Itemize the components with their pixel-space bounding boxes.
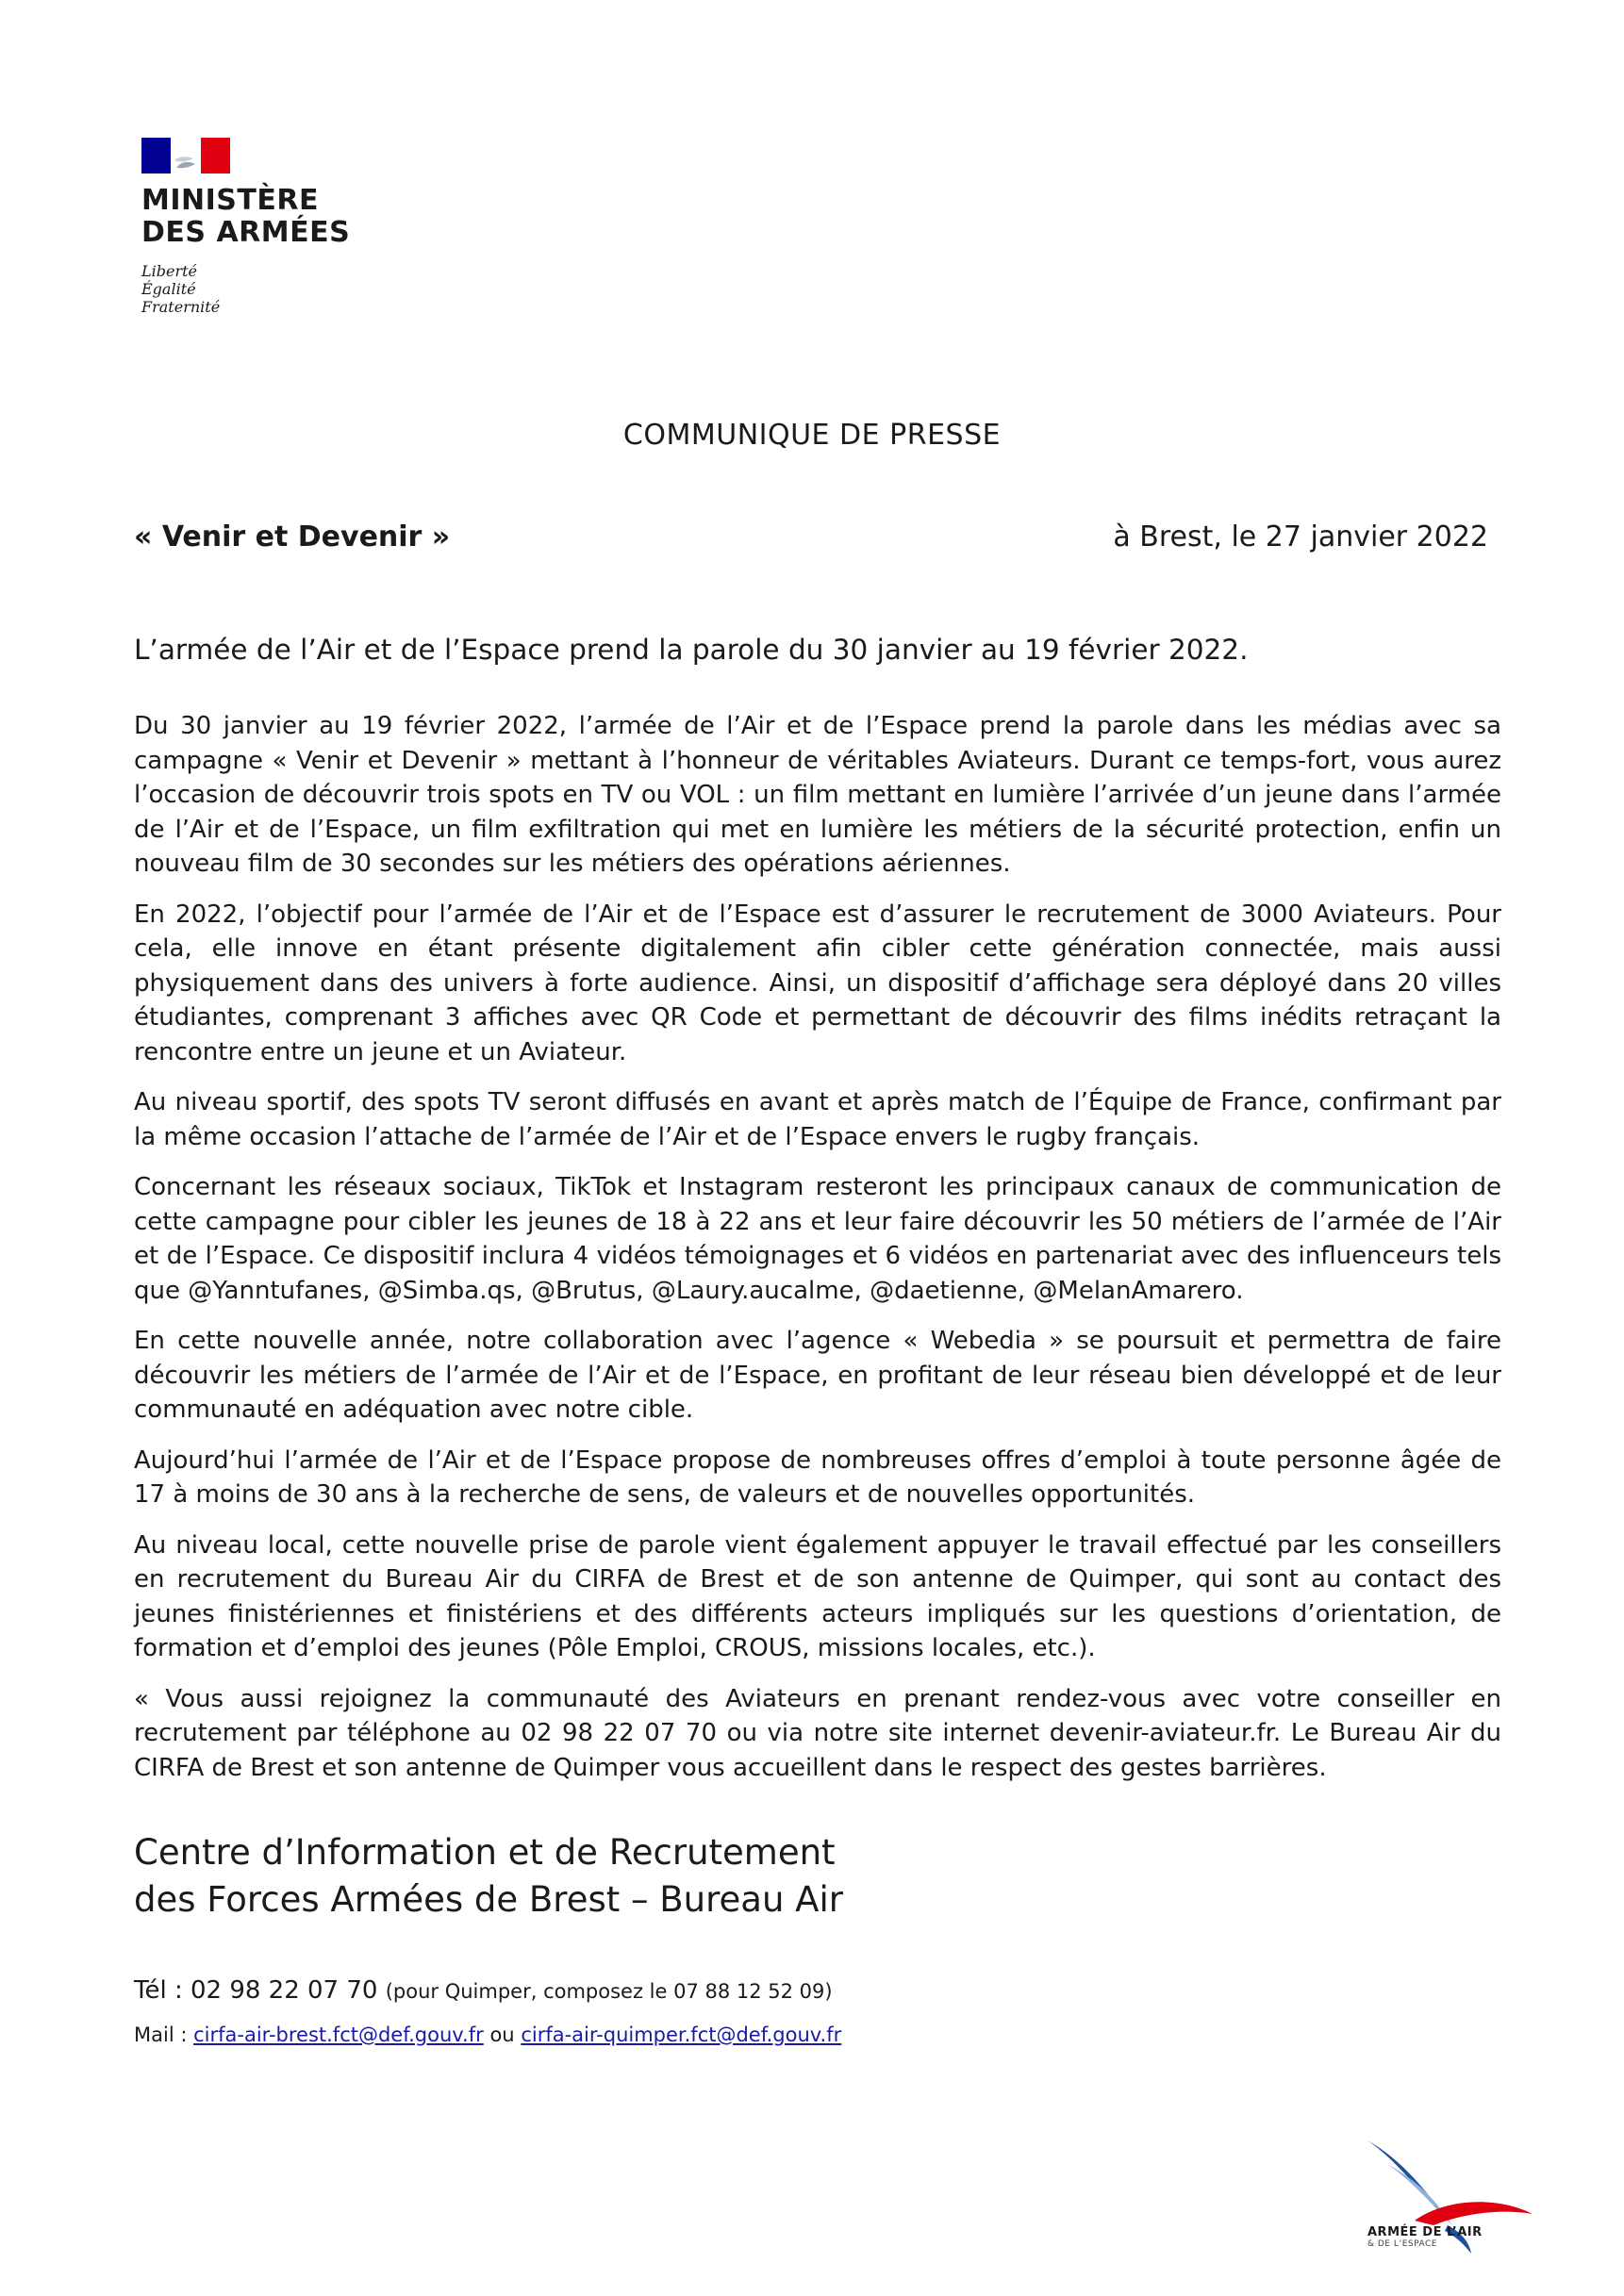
paragraph: En cette nouvelle année, notre collaboration avec l’agence « Webedia » se poursuit et permettra de faire découvrir les métiers de l’armée de l’Air et de l’Espace, en profitant de leur réseau bien développé et de leur communauté en adéquation avec notre cible.: [134, 1327, 1501, 1424]
telephone-number: Tél : 02 98 22 07 70: [134, 1976, 378, 2005]
republic-motto: Liberté Égalité Fraternité: [141, 262, 221, 316]
paragraph: « Vous aussi rejoignez la communauté des Aviateurs en prenant rendez-vous avec votre conseiller en recrutement par téléphone au 02 98 22 07 70 ou via notre site internet devenir-aviateur.fr. Le Bureau Air du CIRFA de Brest et son antenne de Quimper vous accueillent dans le respect des gestes barrières.: [134, 1684, 1501, 1782]
paragraph: Concernant les réseaux sociaux, TikTok et Instagram resteront les principaux canaux de communication de cette campagne pour cibler les jeunes de 18 à 22 ans et leur faire découvrir les 50 métiers de l’armée de l’Air et de l’Espace. Ce dispositif inclura 4 vidéos témoignages et 6 vidéos en partenariat avec des influenceurs tels que @Yanntufanes, @Simba.qs, @Brutus, @Laury.aucalme, @daetienne, @MelanAmarero.: [134, 1173, 1501, 1305]
french-flag-marianne-icon: [141, 138, 230, 173]
paragraph: En 2022, l’objectif pour l’armée de l’Air et de l’Espace est d’assurer le recrutement de 3000 Aviateurs. Pour cela, elle innove en étant présente digitalement afin cibler cette génération connectée, mais aussi physiquement dans des univers à forte audience. Ainsi, un dispositif d’affichage sera déployé dans 20 villes étudiantes, comprenant 3 affiches avec QR Code et permettant de découvrir des films inédits retraçant la rencontre entre un jeune et un Aviateur.: [134, 900, 1501, 1066]
telephone-line: [134, 1976, 1266, 2005]
mail-link-brest[interactable]: cirfa-air-brest.fct@def.gouv.fr: [193, 2023, 484, 2046]
paragraph: Du 30 janvier au 19 février 2022, l’armée de l’Air et de l’Espace prend la parole dans les médias avec sa campagne « Venir et Devenir » mettant à l’honneur de véritables Aviateurs. Durant ce temps-fort, vous aurez l’occasion de découvrir trois spots en TV ou VOL : un film mettant en lumière l’arrivée d’un jeune dans l’armée de l’Air et de l’Espace, un film exfiltration qui met en lumière les métiers de la sécurité protection, enfin un nouveau film de 30 secondes sur les métiers des opérations aériennes.: [134, 712, 1501, 878]
mail-link-quimper[interactable]: cirfa-air-quimper.fct@def.gouv.fr: [521, 2023, 842, 2046]
mail-label: Mail :: [134, 2023, 188, 2046]
document-type-heading: COMMUNIQUE DE PRESSE: [622, 419, 1002, 452]
mail-or: ou: [489, 2023, 515, 2046]
armee-air-espace-logo-text: ARMÉE DE L’AIR & DE L’ESPACE: [1367, 2225, 1483, 2249]
ministere-des-armees-logo: [141, 138, 368, 316]
paragraph: Aujourd’hui l’armée de l’Air et de l’Espace propose de nombreuses offres d’emploi à toute personne âgée de 17 à moins de 30 ans à la recherche de sens, de valeurs et de nouvelles opportunités.: [134, 1445, 1501, 1509]
campaign-title: « Venir et Devenir »: [134, 520, 451, 553]
place-date: à Brest, le 27 janvier 2022: [1113, 520, 1488, 553]
telephone-note: (pour Quimper, composez le 07 88 12 52 09): [385, 1980, 833, 2003]
ministry-name: MINISTÈRE DES ARMÉES: [141, 184, 351, 249]
paragraph: Au niveau sportif, des spots TV seront diffusés en avant et après match de l’Équipe de France, confirmant par la même occasion l’attache de l’armée de l’Air et de l’Espace envers le rugby français.: [134, 1088, 1501, 1151]
lead-sentence: L’armée de l’Air et de l’Espace prend la parole du 30 janvier au 19 février 2022.: [134, 634, 1249, 666]
body-text: [134, 709, 1501, 1801]
contact-block: [134, 1829, 1266, 2046]
paragraph: Au niveau local, cette nouvelle prise de parole vient également appuyer le travail effectué par les conseillers en recrutement du Bureau Air du CIRFA de Brest et de son antenne de Quimper, qui sont au contact des jeunes finistériennes et finistériens et des différents acteurs impliqués sur les questions d’orientation, de formation et d’emploi des jeunes (Pôle Emploi, CROUS, missions locales, etc.).: [134, 1530, 1501, 1662]
title-row: [134, 520, 1488, 553]
contact-heading: Centre d’Information et de Recrutement des Forces Armées de Brest – Bureau Air: [134, 1832, 843, 1920]
mail-line: [134, 2023, 1266, 2046]
